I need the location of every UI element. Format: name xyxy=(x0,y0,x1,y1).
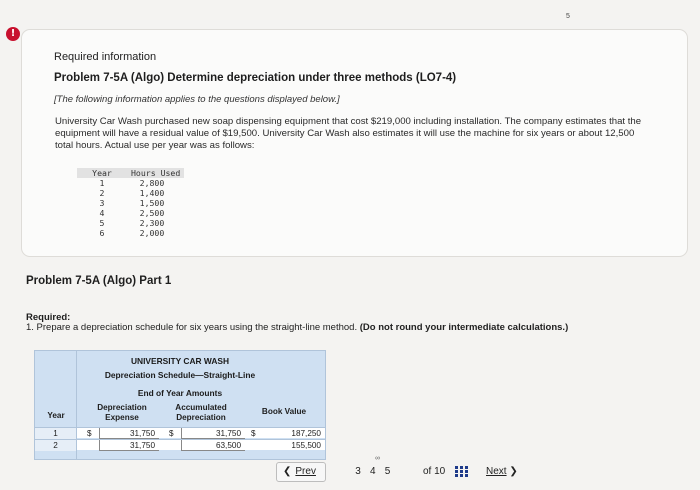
hours-value: 1,400 xyxy=(139,188,165,198)
accumulated-value: 63,500 xyxy=(215,441,241,450)
table-row xyxy=(77,178,184,188)
hours-value: 2,500 xyxy=(139,208,165,218)
table-row xyxy=(77,188,184,198)
table-row xyxy=(77,218,184,228)
table-row xyxy=(77,198,184,208)
page-number: 5 xyxy=(566,13,570,20)
chevron-left-icon: ❮ xyxy=(283,466,292,477)
col-accumulated-depreciation: Accumulated Depreciation xyxy=(175,403,227,422)
required-instructions xyxy=(26,322,568,333)
problem-title: Problem 7-5A (Algo) Determine depreciation under three methods (LO7-4) xyxy=(54,72,457,84)
hours-value: 1,500 xyxy=(139,198,165,208)
problem-paragraph: University Car Wash purchased new soap dispensing equipment that cost $219,000 including installation. The company estimates that the equipment will have a residual value of $19,500. University Car Wash also estimates it will use the machine for six years or about 12,500 total hours. Actual use per year was as follows: xyxy=(55,116,642,151)
col-depreciation-expense: Depreciation Expense xyxy=(97,403,147,422)
grid-menu-icon[interactable] xyxy=(455,466,469,478)
book-value: 187,250 xyxy=(291,429,321,438)
depreciation-value: 31,750 xyxy=(129,441,155,450)
next-button[interactable] xyxy=(486,462,542,482)
hours-used-table xyxy=(77,168,184,238)
hours-col-hours: Hours Used xyxy=(127,168,184,178)
next-label: Next xyxy=(486,466,507,477)
page-link-5[interactable]: 5 xyxy=(384,466,391,477)
required-text: 1. Prepare a depreciation schedule for six years using the straight-line method. xyxy=(26,322,358,333)
depreciation-value: 31,750 xyxy=(129,429,155,438)
schedule-year: 1 xyxy=(35,428,77,439)
book-value: 155,500 xyxy=(291,441,321,450)
required-label: Required: xyxy=(26,312,71,323)
part-title: Problem 7-5A (Algo) Part 1 xyxy=(26,275,172,287)
hours-year: 4 xyxy=(99,208,105,218)
col-year: Year xyxy=(47,411,65,420)
col-book-value: Book Value xyxy=(261,407,307,416)
schedule-year: 2 xyxy=(35,440,77,451)
schedule-company: UNIVERSITY CAR WASH xyxy=(130,356,230,366)
info-note: [The following information applies to the questions displayed below.] xyxy=(54,94,340,105)
depreciation-schedule xyxy=(34,350,326,460)
hours-value: 2,300 xyxy=(139,218,165,228)
prev-button[interactable] xyxy=(276,462,326,482)
table-row xyxy=(77,228,184,238)
table-row xyxy=(35,439,325,450)
page-link-3[interactable]: 3 xyxy=(355,466,361,477)
book-dollar-sign: $ xyxy=(251,429,256,438)
hours-year: 5 xyxy=(99,218,105,228)
hours-year: 6 xyxy=(99,228,105,238)
hours-year: 2 xyxy=(99,188,105,198)
schedule-subtitle: Depreciation Schedule—Straight-Line xyxy=(104,370,256,380)
hours-year: 3 xyxy=(99,198,105,208)
hours-value: 2,000 xyxy=(139,228,165,238)
acc-dollar-sign: $ xyxy=(169,429,174,438)
hours-year: 1 xyxy=(99,178,105,188)
page-link-4[interactable]: 4 xyxy=(370,466,376,477)
page-total-label: of 10 xyxy=(423,466,446,477)
hours-col-year: Year xyxy=(77,168,127,178)
link-icon: ∞ xyxy=(375,455,380,462)
alert-icon: ! xyxy=(6,27,20,41)
required-info-heading: Required information xyxy=(54,51,157,63)
pagination xyxy=(352,462,394,482)
chevron-right-icon: ❯ xyxy=(509,466,518,477)
accumulated-value: 31,750 xyxy=(215,429,241,438)
prev-label: Prev xyxy=(295,466,316,477)
hours-value: 2,800 xyxy=(139,178,165,188)
info-card xyxy=(21,29,688,257)
table-row xyxy=(35,427,325,438)
schedule-period: End of Year Amounts xyxy=(137,388,223,398)
table-row xyxy=(77,208,184,218)
dep-dollar-sign: $ xyxy=(87,429,92,438)
required-bold-note: (Do not round your intermediate calculations.) xyxy=(359,322,569,333)
